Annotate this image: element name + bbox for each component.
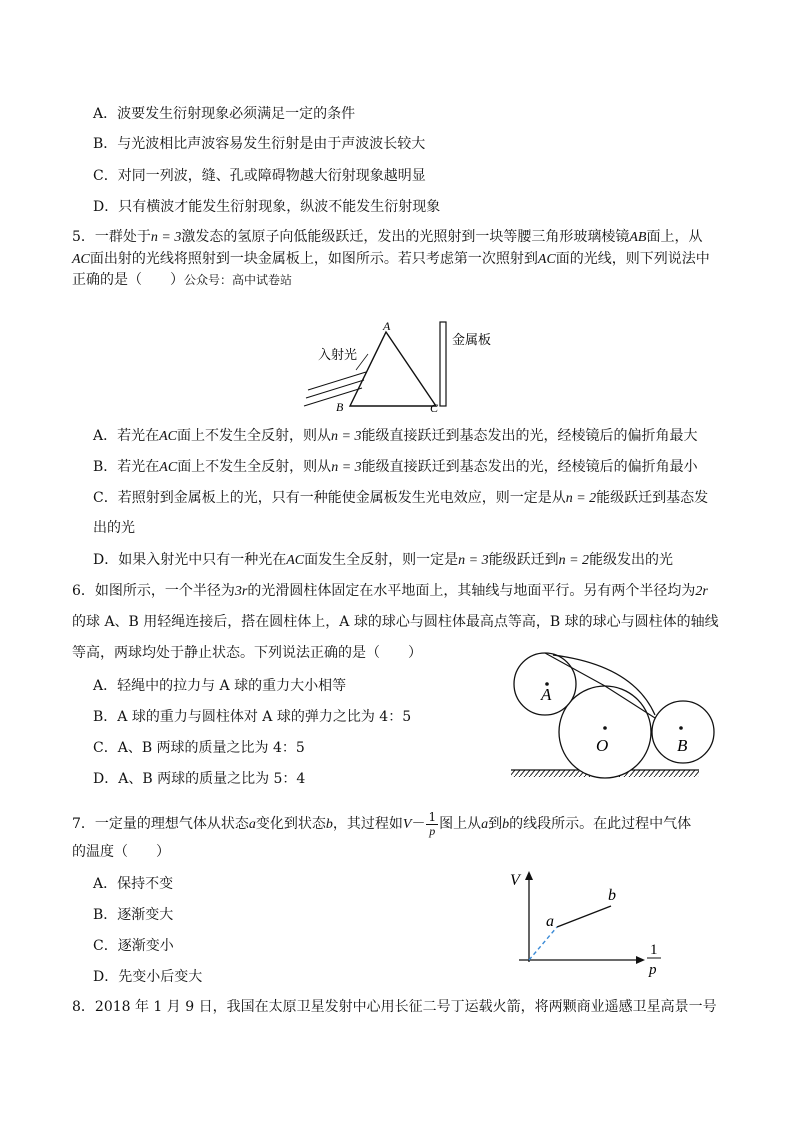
point-a-label: a: [546, 913, 554, 930]
q5-option-c-line2: 出的光: [93, 520, 135, 536]
vertex-b-label: B: [336, 400, 344, 414]
q7-stem-line2: 的温度（ ）: [72, 844, 170, 860]
q6-stem-line1: 6．如图所示，一个半径为3r的光滑圆柱体固定在水平地面上，其轴线与地面平行。另有两个半径均为2r: [72, 583, 708, 599]
prism-triangle: [350, 332, 436, 406]
process-line-a-to-b: [557, 906, 611, 927]
cylinder-figure: [505, 650, 725, 780]
q8-stem-line1: 8．2018 年 1 月 9 日，我国在太原卫星发射中心用长征二号丁运载火箭，将两颗商业遥感卫星高景一号: [72, 999, 717, 1015]
metal-plate-label: 金属板: [452, 332, 492, 347]
vertex-c-label: C: [430, 401, 439, 415]
x-axis-arrow: [636, 956, 645, 964]
q5-stem-line1: 5．一群处于n = 3激发态的氢原子向低能级跃迁，发出的光照射到一块等腰三角形玻璃棱镜AB面上，从: [72, 229, 703, 245]
cylinder-o-label: O: [596, 736, 609, 755]
q7-option-d: D．先变小后变大: [93, 969, 203, 985]
y-axis-label: V: [510, 872, 520, 889]
q5-option-b: B．若光在AC面上不发生全反射，则从n = 3能级直接跃迁到基态发出的光，经棱镜后的偏折角最小: [93, 459, 698, 475]
prism-figure: [300, 312, 500, 416]
q6-stem-line3: 等高，两球均处于静止状态。下列说法正确的是（ ）: [72, 645, 422, 661]
q5-option-d: D．如果入射光中只有一种光在AC面发生全反射，则一定是n = 3能级跃迁到n = 2能级发出的光: [93, 552, 674, 568]
q5-option-a: A．若光在AC面上不发生全反射，则从n = 3能级直接跃迁到基态发出的光，经棱镜后的偏折角最大: [93, 428, 698, 444]
ball-b-center: [679, 726, 683, 730]
x-axis-label-numerator: 1: [650, 942, 658, 958]
q4-option-a: A．波要发生衍射现象必须满足一定的条件: [93, 106, 356, 122]
v-vs-inverse-p-graph: [505, 868, 675, 980]
q7-option-c: C．逐渐变小: [93, 938, 174, 954]
q5-stem-line2: AC面出射的光线将照射到一块金属板上，如图所示。若只考虑第一次照射到AC面的光线，则下列说法中: [72, 251, 710, 267]
q6-option-c: C．A、B 两球的质量之比为 4：5: [93, 740, 305, 756]
incident-ray-3: [304, 388, 362, 406]
q4-option-b: B．与光波相比声波容易发生衍射是由于声波波长较大: [93, 136, 426, 152]
q5-stem-line3: 正确的是（ ）公众号：高中试卷站: [72, 272, 293, 288]
incident-label-pointer: [356, 354, 368, 370]
point-b-label: b: [608, 887, 616, 904]
q4-option-c: C．对同一列波，缝、孔或障碍物越大衍射现象越明显: [93, 168, 426, 184]
q4-option-d: D．只有横波才能发生衍射现象，纵波不能发生衍射现象: [93, 199, 441, 215]
q6-option-a: A．轻绳中的拉力与 A 球的重力大小相等: [93, 678, 347, 694]
incident-light-label: 入射光: [318, 347, 358, 362]
q7-stem-line1: 7．一定量的理想气体从状态a变化到状态b，其过程如V－ $\frac{1}{p}$ 图上从a到b的线段所示。在此过程中气体: [72, 809, 692, 838]
q6-option-b: B．A 球的重力与圆柱体对 A 球的弹力之比为 4：5: [93, 709, 412, 725]
ball-a: [514, 653, 576, 715]
watermark: 公众号：高中试卷站: [184, 273, 293, 287]
q7-option-a: A．保持不变: [93, 876, 174, 892]
q7-option-b: B．逐渐变大: [93, 907, 174, 923]
q6-stem-line2: 的球 A、B 用轻绳连接后，搭在圆柱体上，A 球的球心与圆柱体最高点等高，B 球的球心与圆柱体的轴线: [72, 614, 719, 630]
cylinder-center: [603, 726, 607, 730]
q5-option-c-line1: C．若照射到金属板上的光，只有一种能使金属板发生光电效应，则一定是从n = 2能级跃迁到基态发: [93, 490, 709, 506]
vertex-a-label: A: [383, 319, 391, 333]
incident-ray-1: [308, 372, 366, 390]
x-axis-label-denominator: p: [649, 962, 657, 978]
cylinder-o: [559, 686, 651, 778]
q6-option-d: D．A、B 两球的质量之比为 5：4: [93, 771, 306, 787]
extension-dashed-line: [529, 927, 557, 960]
metal-plate: [440, 322, 446, 406]
y-axis-arrow: [525, 871, 533, 880]
ball-a-label: A: [541, 685, 552, 704]
ball-b-label: B: [677, 736, 688, 755]
